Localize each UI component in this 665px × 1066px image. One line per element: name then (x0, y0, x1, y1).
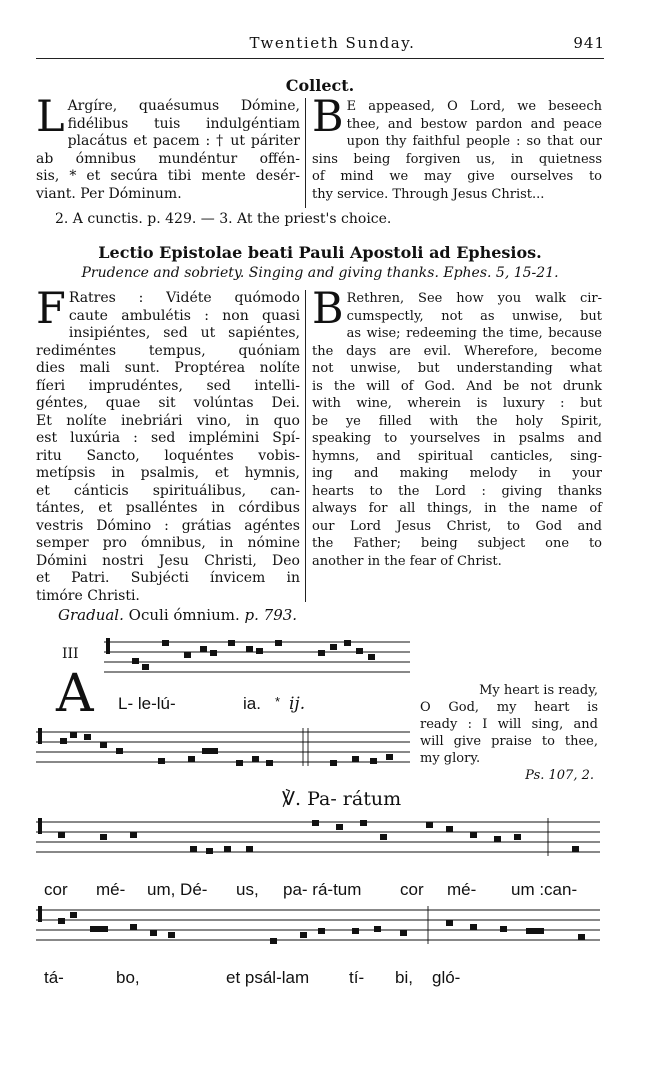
lyric-repeat: ij. (289, 694, 306, 714)
column-divider (305, 290, 306, 602)
lyric-syllable: bo, (116, 968, 140, 987)
lyric-syllable: um, Dé- (147, 880, 208, 899)
text-line: as wise; redeeming the time, because (346, 326, 602, 341)
text-line: sis, * et secúra tibi mente desér- (36, 168, 300, 184)
text-line: speaking to yourselves in psalms and (312, 431, 602, 446)
verse-marker: ℣. Pa- rátum (282, 788, 402, 810)
collect-english (312, 92, 602, 203)
alleluia-translation (420, 682, 598, 784)
text-line: ab ómnibus mundéntur offén- (36, 150, 300, 167)
text-line: Ratres : Vidéte quómodo (68, 290, 300, 306)
collect-latin (36, 92, 300, 203)
text-line: the days are evil. Wherefore, become (312, 343, 602, 359)
epistle-english (312, 284, 602, 570)
text-line: will give praise to thee, (420, 734, 598, 749)
text-line: ing and making melody in your (312, 466, 602, 481)
drop-cap: L (36, 92, 65, 142)
text-line: the Father; being subject one to (312, 536, 602, 551)
text-line: fidélibus tuis indulgéntiam (67, 115, 300, 132)
alleluia-initial: A (56, 664, 94, 724)
lyric-syllable: um :can- (511, 880, 578, 899)
epistle-heading: Lectio Epistolae beati Pauli Apostoli ad Ephesios. (98, 243, 542, 262)
column-divider (305, 98, 306, 208)
drop-cap: F (36, 284, 66, 334)
gradual-label: Gradual. (58, 606, 124, 624)
text-line: Et nolíte inebriári vino, in quo (36, 412, 300, 429)
lyric-syllable: mé- (96, 880, 126, 899)
text-line: of mind we may give ourselves to (312, 169, 602, 184)
text-line: another in the fear of Christ. (312, 553, 502, 569)
text-line: tántes, et psalléntes in córdibus (36, 500, 300, 516)
lyric-syllable: us, (236, 880, 259, 899)
lyric-asterisk: * (275, 694, 281, 709)
text-line: sins being forgiven us, in quietness (312, 151, 602, 167)
text-line: rediméntes tempus, quóniam (36, 342, 300, 359)
text-line: géntes, quae sit volúntas Dei. (36, 395, 300, 411)
lyric-syllable: tá- (44, 968, 64, 987)
text-line: Rethren, See how you walk cir- (346, 291, 602, 306)
chant-mode: III (62, 646, 79, 662)
lyric-syllable: cor (400, 880, 424, 899)
text-line: cumspectly, not as unwise, but (346, 308, 602, 324)
header-rule (36, 58, 604, 59)
text-line: my glory. (420, 751, 481, 766)
lyric-syllable: L- le-lú- (118, 694, 176, 713)
epistle-subheading: Prudence and sobriety. Singing and giving thanks. Ephes. 5, 15-21. (81, 265, 559, 281)
text-line: timóre Christi. (36, 587, 140, 604)
lyric-syllable: ia. (243, 694, 261, 713)
text-line: et Patri. Subjécti ínvicem in (36, 570, 300, 586)
lyric-syllable: mé- (447, 880, 477, 899)
text-line: upon thy faithful people : so that our (346, 134, 602, 149)
text-line: always for all things, in the name of (312, 501, 602, 516)
lyric-syllable: cor (44, 880, 68, 899)
text-line: ready : I will sing, and (420, 717, 598, 732)
running-header-title: Twentieth Sunday. (249, 34, 416, 52)
drop-cap: B (312, 284, 344, 334)
text-line: E appeased, O Lord, we beseech (346, 99, 602, 114)
gradual-page: p. 793. (244, 606, 298, 624)
text-line: fíeri imprudéntes, sed intelli- (36, 377, 300, 394)
collect-heading: Collect. (285, 76, 355, 95)
text-line: hymns, and spiritual canticles, sing- (312, 448, 602, 464)
text-line: Dómini nostri Jesu Christi, Deo (36, 552, 300, 569)
collect-note: 2. A cunctis. p. 429. — 3. At the priest's choice. (55, 211, 392, 227)
lyric-syllable: tí- (349, 968, 365, 987)
text-line: Argíre, quaésumus Dómine, (67, 98, 300, 114)
text-line: metípsis in psalmis, et hymnis, (36, 465, 300, 481)
text-line: placátus et pacem : † ut páriter (67, 133, 300, 149)
text-line: My heart is ready, (479, 683, 598, 698)
text-line: viant. Per Dóminum. (36, 185, 182, 202)
text-line: hearts to the Lord : giving thanks (312, 483, 602, 499)
gradual-text: Oculi ómnium. (128, 606, 240, 624)
text-line: et cánticis spirituálibus, can- (36, 482, 300, 499)
epistle-latin (36, 284, 300, 605)
lyric-syllable: bi, (395, 968, 413, 987)
translation-reference: Ps. 107, 2. (525, 768, 594, 783)
text-line: semper pro ómnibus, in nómine (36, 535, 300, 551)
text-line: vestris Dómino : grátias agéntes (36, 517, 300, 534)
text-line: ritu Sancto, loquéntes vobis- (36, 447, 300, 464)
text-line: O God, my heart is (420, 700, 598, 715)
text-line: our Lord Jesus Christ, to God and (312, 518, 602, 534)
text-line: thee, and bestow pardon and peace (346, 116, 602, 132)
lyric-syllable: gló- (432, 968, 461, 987)
text-line: be ye filled with the holy Spirit, (312, 413, 602, 429)
text-line: with wine, wherein is luxury : but (312, 396, 602, 411)
text-line: caute ambulétis : non quasi (68, 307, 300, 324)
text-line: dies mali sunt. Proptérea nolíte (36, 360, 300, 376)
text-line: is the will of God. And be not drunk (312, 378, 602, 394)
page-number: 941 (573, 34, 605, 52)
drop-cap: B (312, 92, 344, 142)
text-line: not unwise, but understanding what (312, 361, 602, 376)
text-line: thy service. Through Jesus Christ... (312, 186, 545, 202)
lyric-syllable: pa- rá-tum (283, 880, 362, 899)
text-line: est luxúria : sed implémini Spí- (36, 430, 300, 446)
text-line: insipiéntes, sed ut sapiéntes, (68, 325, 300, 341)
lyric-syllable: et psál-lam (226, 968, 310, 987)
